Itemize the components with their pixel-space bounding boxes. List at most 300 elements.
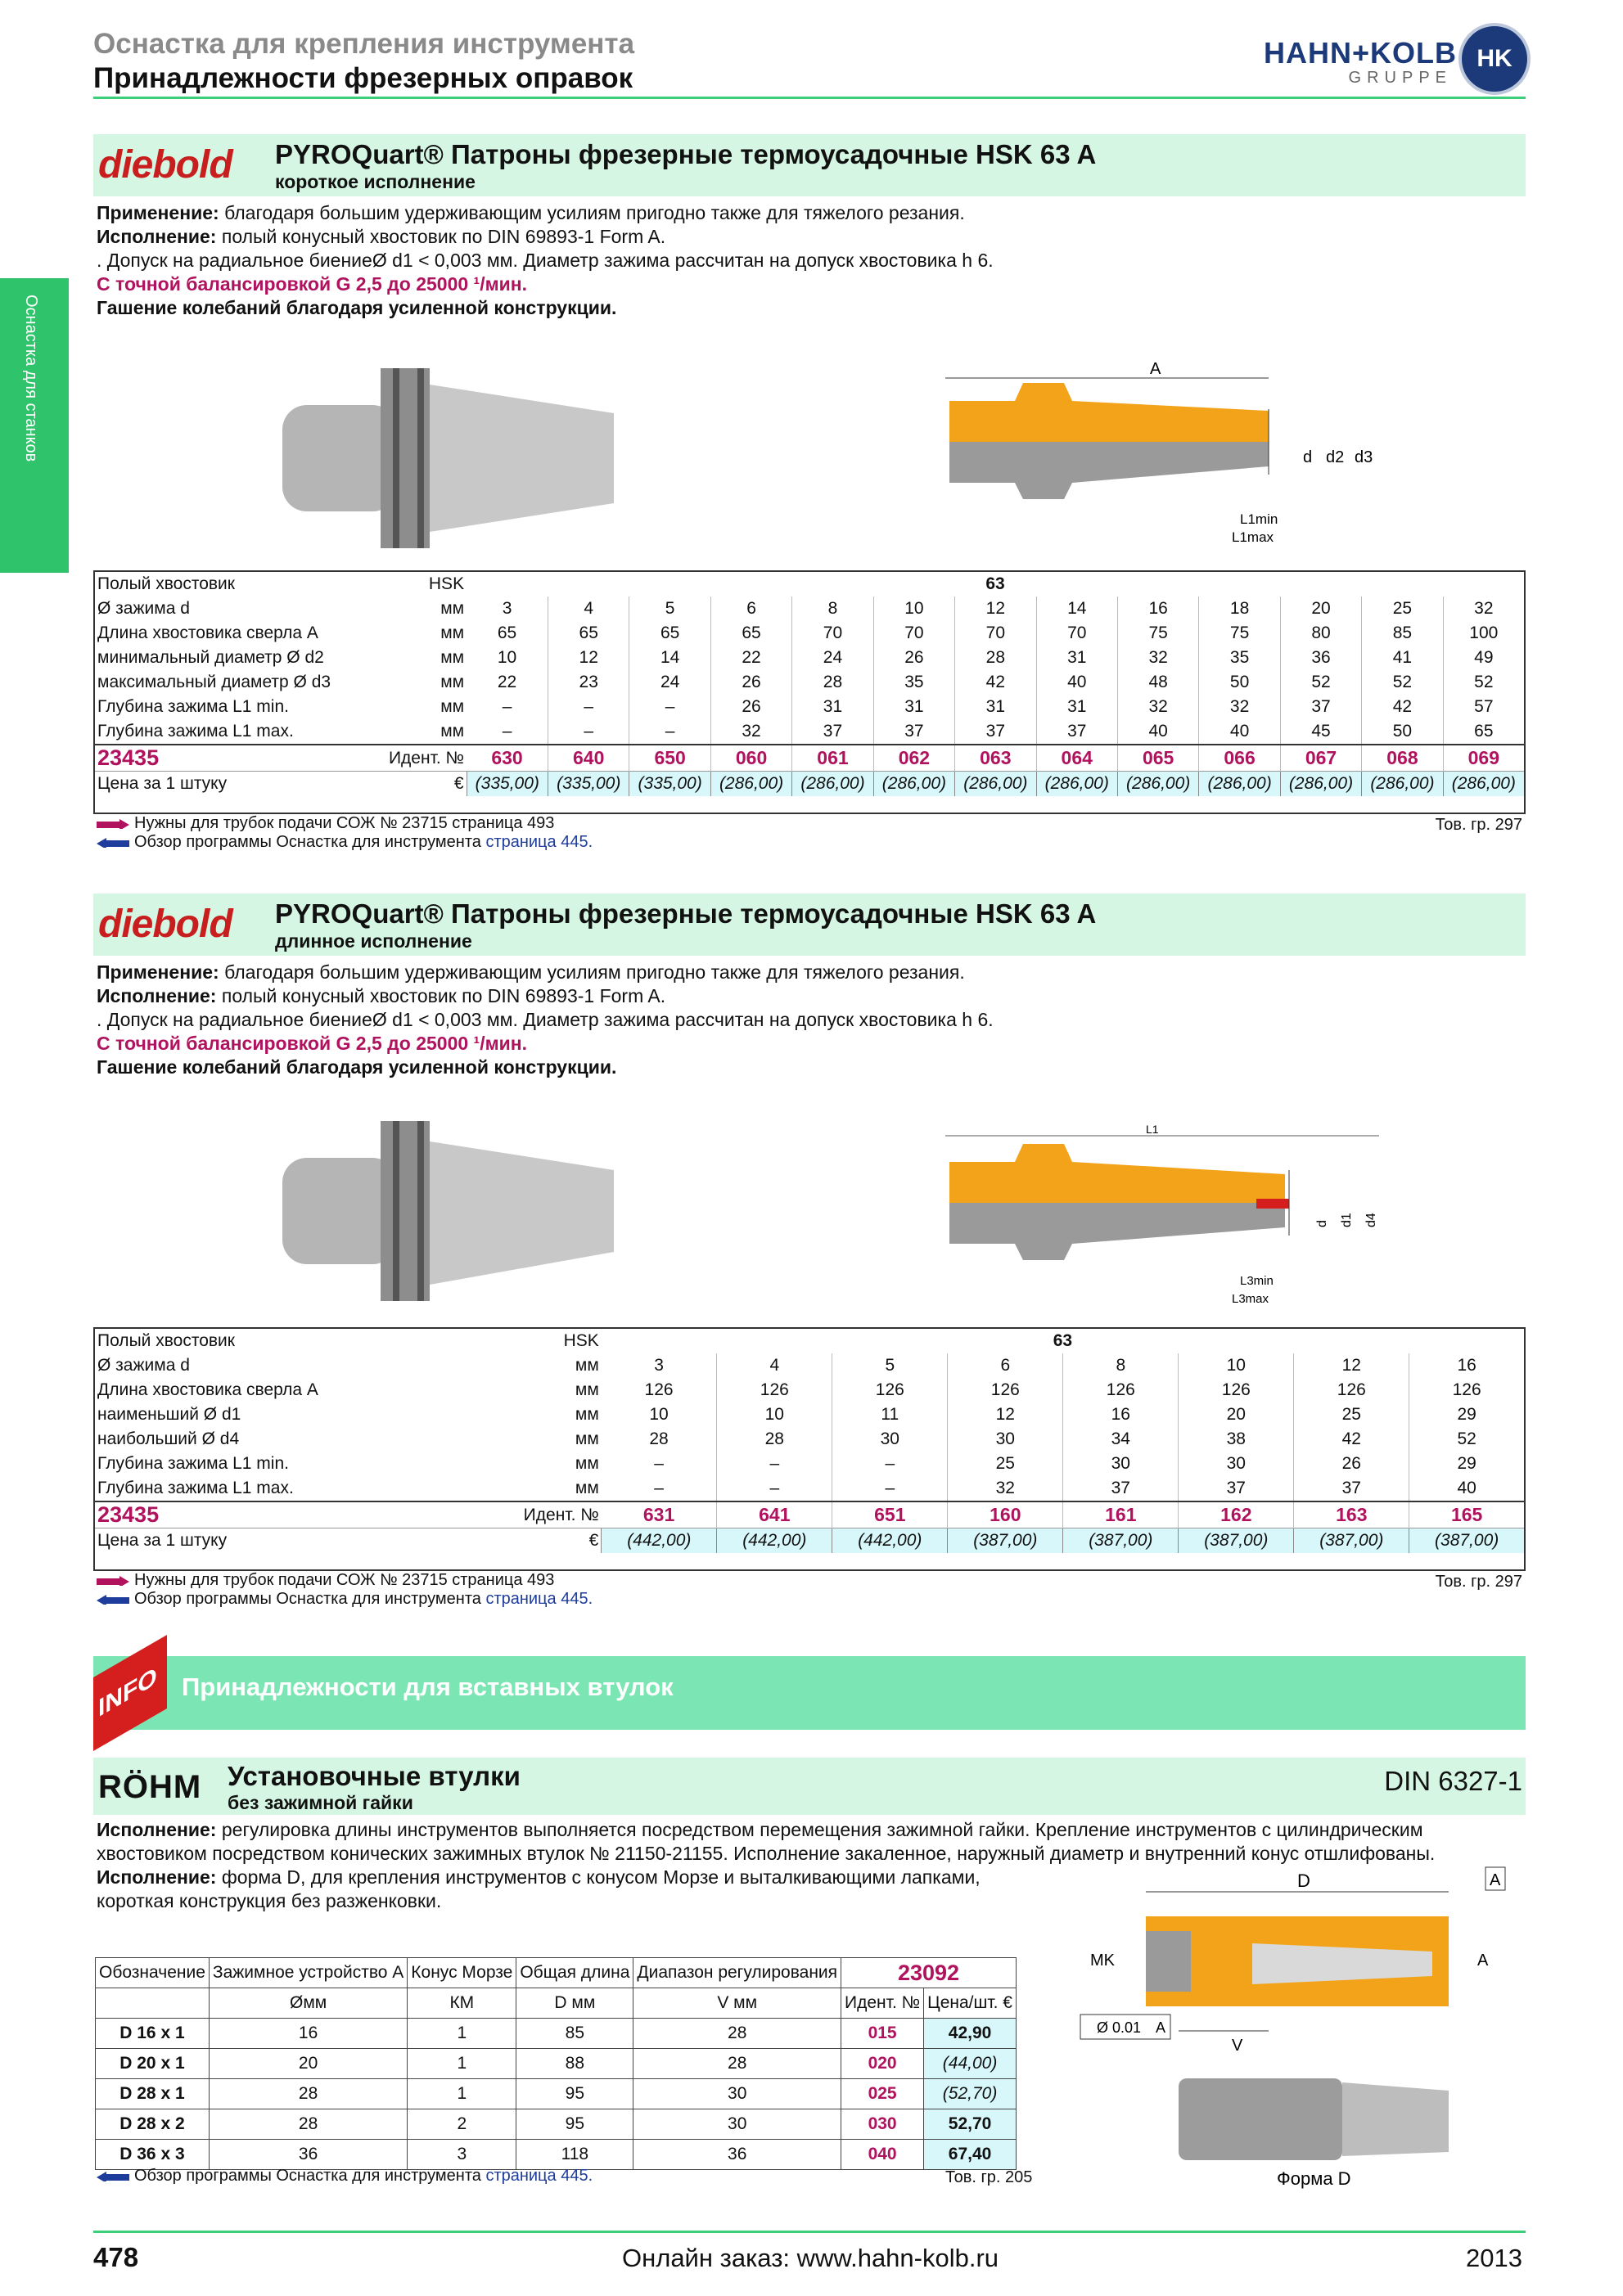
- overview-link[interactable]: страница 445.: [485, 2167, 593, 2185]
- table-cell: 41: [1362, 646, 1443, 670]
- table-cell: –: [654, 1454, 664, 1473]
- table-row: [95, 745, 1524, 772]
- table-cell: –: [502, 722, 512, 741]
- table-cell: 42: [955, 670, 1036, 695]
- table-cell: 10: [873, 597, 954, 621]
- row-unit: мм: [440, 697, 465, 716]
- tolerance-ref: A: [1156, 2019, 1166, 2036]
- table-cell: 32: [1117, 646, 1198, 670]
- table-cell: 30: [633, 2109, 841, 2140]
- ident-code: 069: [1443, 745, 1524, 772]
- table-cell: 37: [1280, 695, 1361, 719]
- article-number: 23435: [95, 1501, 468, 1528]
- row-label: Глубина зажима L1 max.: [97, 1479, 294, 1497]
- price-cell: (335,00): [629, 772, 710, 797]
- table-cell: 1: [408, 2079, 516, 2109]
- table-cell: 37: [1036, 719, 1117, 745]
- dim-l1max: L1max: [1232, 529, 1274, 545]
- brand-circle-icon: HK: [1458, 23, 1531, 95]
- table-cell: 28: [633, 2019, 841, 2049]
- price-cell: (286,00): [1443, 772, 1524, 797]
- coolant-note: Нужны для трубок подачи СОЖ № 23715 страница 493: [134, 1571, 555, 1589]
- ident-code: 630: [467, 745, 548, 772]
- table-cell: 32: [948, 1476, 1063, 1501]
- table-cell: 1: [408, 2019, 516, 2049]
- table-cell: 18: [1199, 597, 1280, 621]
- price-cell: (286,00): [1280, 772, 1361, 797]
- overview-link[interactable]: страница 445.: [485, 1590, 593, 1608]
- diebold-logo: diebold: [98, 143, 232, 187]
- text: благодаря большим удерживающим усилиям пригодно также для тяжелого резания.: [219, 202, 965, 223]
- table-cell: D 20 x 1: [96, 2049, 210, 2079]
- col-header: Обозначение: [96, 1958, 210, 1988]
- table-cell: 22: [497, 673, 517, 691]
- unit-cell: [96, 1988, 210, 2019]
- price-label: Цена за 1 штуку: [95, 772, 373, 797]
- ident-code: 061: [792, 745, 873, 772]
- table-cell: 16: [1409, 1353, 1524, 1378]
- section1-product-group: Тов. гр. 297: [1435, 816, 1522, 834]
- row-unit: мм: [575, 1356, 599, 1375]
- text: . Допуск на радиальное биениеØ d1 < 0,003 мм. Диаметр зажима рассчитан на допуск хвостовика h 6.: [97, 250, 994, 271]
- row-unit: мм: [440, 648, 465, 667]
- table-cell: 52: [1409, 1427, 1524, 1452]
- table-row: [95, 1501, 1524, 1528]
- dim-d: d: [1303, 448, 1313, 466]
- table-cell: 37: [1179, 1476, 1294, 1501]
- table-cell: 32: [1199, 695, 1280, 719]
- table-cell: 12: [548, 646, 629, 670]
- table-cell: 35: [873, 670, 954, 695]
- table-cell: (44,00): [924, 2049, 1017, 2079]
- price-cell: (387,00): [1409, 1528, 1524, 1554]
- section2-band: [93, 894, 1526, 956]
- side-tab[interactable]: [0, 278, 69, 573]
- table-row: [96, 1988, 1017, 2019]
- price-label: Цена/шт. €: [924, 1988, 1017, 2019]
- price-cell: (387,00): [1294, 1528, 1409, 1554]
- price-cell: (286,00): [1036, 772, 1117, 797]
- price-cell: (442,00): [717, 1528, 832, 1554]
- table-cell: 52: [1362, 670, 1443, 695]
- table-cell: 16: [209, 2019, 407, 2049]
- price-cell: (286,00): [792, 772, 873, 797]
- overview-link[interactable]: страница 445.: [485, 833, 593, 851]
- price-cell: (286,00): [1362, 772, 1443, 797]
- ident-code: 631: [602, 1501, 717, 1528]
- col-header: Диапазон регулирования: [633, 1958, 841, 1988]
- currency: €: [373, 772, 467, 797]
- table-cell: 65: [629, 621, 710, 646]
- table-cell: 70: [792, 621, 873, 646]
- table-cell: 16: [1063, 1402, 1179, 1427]
- table-cell: 12: [1294, 1353, 1409, 1378]
- label: Исполнение:: [97, 226, 217, 247]
- price-cell: (286,00): [1117, 772, 1198, 797]
- info-icon-text: INFO: [98, 1662, 157, 1723]
- table-cell: –: [629, 695, 710, 719]
- ident-code: 066: [1199, 745, 1280, 772]
- catalog-category: Оснастка для крепления инструмента: [93, 28, 635, 60]
- table-cell: 85: [1362, 621, 1443, 646]
- table-cell: 10: [1179, 1353, 1294, 1378]
- table-cell: (52,70): [924, 2079, 1017, 2109]
- section2-notes: [97, 1571, 593, 1609]
- table-cell: 75: [1117, 621, 1198, 646]
- table-cell: 28: [717, 1427, 832, 1452]
- table-cell: 65: [1443, 719, 1524, 745]
- section3-subtitle: без зажимной гайки: [228, 1792, 413, 1813]
- dim-d: d: [1315, 1220, 1329, 1227]
- table-cell: –: [832, 1476, 948, 1501]
- balancing-note: С точной балансировкой G 2,5 до 25000 ¹/мин.: [97, 273, 528, 295]
- price-cell: (387,00): [1063, 1528, 1179, 1554]
- table-row: [95, 1427, 1524, 1452]
- table-cell: 10: [497, 648, 517, 667]
- table-row: [95, 772, 1524, 797]
- text: форма D, для крепления инструментов с конусом Морзе и выталкивающими лапками, короткая конструкция без разженковки.: [97, 1866, 981, 1911]
- table-cell: D 28 x 1: [96, 2079, 210, 2109]
- article-number: 23435: [95, 745, 373, 772]
- table-cell: 10: [649, 1405, 669, 1424]
- table-cell: 126: [832, 1378, 948, 1402]
- table-cell: 14: [1036, 597, 1117, 621]
- row-label: минимальный диаметр Ø d2: [97, 648, 324, 667]
- section1-notes: [97, 814, 593, 852]
- hahn-kolb-logo: [1228, 33, 1531, 90]
- form-label: Форма D: [1277, 2168, 1351, 2189]
- arrow-right-icon: [97, 819, 129, 829]
- ident-code: 651: [832, 1501, 948, 1528]
- ident-code: 065: [1117, 745, 1198, 772]
- ident-code: 650: [629, 745, 710, 772]
- catalog-year: 2013: [1466, 2244, 1522, 2272]
- table-cell: 28: [649, 1429, 669, 1448]
- dim-a2: A: [1477, 1952, 1489, 1970]
- rohm-logo: RÖHM: [98, 1769, 202, 1805]
- table-cell: 42,90: [924, 2019, 1017, 2049]
- price-cell: (442,00): [832, 1528, 948, 1554]
- overview-note: Обзор программы Оснастка для инструмента: [134, 833, 486, 851]
- table-cell: 26: [710, 670, 791, 695]
- section3-notes: [97, 2167, 593, 2186]
- table-cell: –: [502, 697, 512, 716]
- table-cell: 31: [792, 695, 873, 719]
- table-cell: 4: [548, 597, 629, 621]
- table-cell: 45: [1280, 719, 1361, 745]
- table-cell: 37: [955, 719, 1036, 745]
- table-row: [96, 2049, 1017, 2079]
- table-cell: 1: [408, 2049, 516, 2079]
- table-row: [95, 1476, 1524, 1501]
- section2-product-group: Тов. гр. 297: [1435, 1573, 1522, 1591]
- price-cell: (387,00): [948, 1528, 1063, 1554]
- table-cell: 10: [717, 1402, 832, 1427]
- label: Применение:: [97, 202, 219, 223]
- table-cell: 28: [209, 2109, 407, 2140]
- dim-mk: MK: [1090, 1952, 1115, 1970]
- table-cell: 12: [955, 597, 1036, 621]
- row-unit: мм: [440, 722, 465, 741]
- table-row: [95, 1452, 1524, 1476]
- section3-table: [95, 1957, 1017, 2170]
- row-unit: мм: [440, 624, 465, 642]
- table-cell: 35: [1199, 646, 1280, 670]
- ident-label: Идент. №: [373, 745, 467, 772]
- table-cell: 32: [1117, 695, 1198, 719]
- table-cell: 25: [1294, 1402, 1409, 1427]
- table-cell: 95: [516, 2109, 633, 2140]
- table-cell: 5: [832, 1353, 948, 1378]
- section2-spec-table: [95, 1329, 1524, 1553]
- table-cell: 126: [1294, 1378, 1409, 1402]
- col-header: Общая длина: [516, 1958, 633, 1988]
- row-unit: мм: [575, 1429, 599, 1448]
- ident-code: 641: [717, 1501, 832, 1528]
- price-label: Цена за 1 штуку: [95, 1528, 468, 1554]
- table-cell: –: [717, 1476, 832, 1501]
- table-row: [95, 1329, 1524, 1353]
- table-cell: 22: [710, 646, 791, 670]
- table-cell: 28: [209, 2079, 407, 2109]
- table-cell: 28: [792, 670, 873, 695]
- table-cell: 49: [1443, 646, 1524, 670]
- footer-divider: [93, 2231, 1526, 2233]
- table-cell: 14: [629, 646, 710, 670]
- price-cell: (286,00): [1199, 772, 1280, 797]
- unit-cell: КМ: [408, 1988, 516, 2019]
- price-cell: (286,00): [955, 772, 1036, 797]
- table-cell: 34: [1063, 1427, 1179, 1452]
- ident-code: 160: [948, 1501, 1063, 1528]
- table-cell: 31: [1036, 646, 1117, 670]
- table-cell: 025: [841, 2079, 924, 2109]
- table-cell: 30: [1179, 1452, 1294, 1476]
- arrow-left-icon: [97, 838, 129, 848]
- catalog-subtitle: Принадлежности фрезерных оправок: [93, 62, 633, 94]
- row-label: Глубина зажима L1 min.: [97, 1454, 289, 1473]
- table-cell: 31: [955, 695, 1036, 719]
- table-cell: –: [629, 719, 710, 745]
- section3-product-group: Тов. гр. 205: [945, 2168, 1033, 2186]
- table-cell: 25: [1362, 597, 1443, 621]
- table-cell: 48: [1117, 670, 1198, 695]
- table-cell: 57: [1443, 695, 1524, 719]
- table-cell: 37: [792, 719, 873, 745]
- row-unit: мм: [575, 1380, 599, 1399]
- table-cell: 37: [1063, 1476, 1179, 1501]
- table-cell: 70: [955, 621, 1036, 646]
- page-number: 478: [93, 2242, 139, 2272]
- table-cell: 23: [548, 670, 629, 695]
- shank-value: 63: [1053, 1331, 1073, 1350]
- row-unit: мм: [440, 599, 465, 618]
- table-row: [95, 1353, 1524, 1378]
- table-row: [95, 597, 1524, 621]
- table-row: [95, 670, 1524, 695]
- dim-l1: L1: [1146, 1123, 1159, 1136]
- section3-technical-drawing: [1072, 1857, 1514, 2193]
- table-cell: 20: [209, 2049, 407, 2079]
- table-cell: 85: [516, 2019, 633, 2049]
- shank-unit: HSK: [563, 1331, 599, 1350]
- table-cell: 6: [710, 597, 791, 621]
- table-cell: 36: [209, 2140, 407, 2170]
- table-cell: 36: [1280, 646, 1361, 670]
- dim-v: V: [1232, 2037, 1243, 2055]
- table-cell: 30: [832, 1427, 948, 1452]
- col-header: Конус Морзе: [408, 1958, 516, 1988]
- dim-d2: d2: [1326, 448, 1345, 466]
- table-cell: 30: [633, 2079, 841, 2109]
- unit-cell: D мм: [516, 1988, 633, 2019]
- table-cell: –: [832, 1452, 948, 1476]
- overview-note: Обзор программы Оснастка для инструмента: [134, 2167, 486, 2185]
- table-cell: 38: [1179, 1427, 1294, 1452]
- row-unit: мм: [575, 1405, 599, 1424]
- table-cell: –: [548, 719, 629, 745]
- unit-cell: V мм: [633, 1988, 841, 2019]
- shank-unit: HSK: [428, 574, 465, 593]
- table-cell: 50: [1199, 670, 1280, 695]
- table-cell: 29: [1409, 1452, 1524, 1476]
- table-cell: –: [717, 1452, 832, 1476]
- table-cell: 29: [1409, 1402, 1524, 1427]
- label: Применение:: [97, 961, 219, 983]
- table-cell: 32: [1443, 597, 1524, 621]
- table-cell: 126: [717, 1378, 832, 1402]
- arrow-left-icon: [97, 1595, 129, 1605]
- text: благодаря большим удерживающим усилиям пригодно также для тяжелого резания.: [219, 961, 965, 983]
- row-label: Ø зажима d: [97, 1356, 190, 1375]
- dim-d3: d3: [1355, 448, 1373, 466]
- datum-a: A: [1490, 1871, 1501, 1889]
- ident-label: Идент. №: [468, 1501, 601, 1528]
- table-cell: 70: [1036, 621, 1117, 646]
- table-cell: 52,70: [924, 2109, 1017, 2140]
- table-cell: 32: [710, 719, 791, 745]
- table-cell: 100: [1443, 621, 1524, 646]
- row-label: Глубина зажима L1 min.: [97, 697, 289, 716]
- damping-note: Гашение колебаний благодаря усиленной конструкции.: [97, 297, 617, 318]
- dim-d1: d1: [1340, 1213, 1354, 1227]
- side-tab-label: Оснастка для станков: [22, 295, 40, 462]
- shank-value: 63: [985, 574, 1005, 593]
- table-cell: 37: [873, 719, 954, 745]
- price-cell: (442,00): [602, 1528, 717, 1554]
- table-cell: 31: [873, 695, 954, 719]
- table-row: [95, 1378, 1524, 1402]
- table-row: [96, 2140, 1017, 2170]
- balancing-note: С точной балансировкой G 2,5 до 25000 ¹/мин.: [97, 1033, 528, 1054]
- table-cell: 126: [948, 1378, 1063, 1402]
- table-cell: 65: [497, 624, 517, 642]
- table-cell: 42: [1362, 695, 1443, 719]
- table-row: [96, 2079, 1017, 2109]
- ident-code: 063: [955, 745, 1036, 772]
- row-label: Длина хвостовика сверла A: [97, 1380, 318, 1399]
- row-label: наибольший Ø d4: [97, 1429, 240, 1448]
- info-title: Принадлежности для вставных втулок: [182, 1672, 674, 1701]
- dim-a: A: [1150, 360, 1161, 378]
- table-cell: 65: [548, 621, 629, 646]
- price-cell: (335,00): [467, 772, 548, 797]
- table-cell: D 28 x 2: [96, 2109, 210, 2140]
- article-number: 23092: [841, 1958, 1017, 1988]
- table-cell: 26: [1294, 1452, 1409, 1476]
- table-cell: 65: [710, 621, 791, 646]
- table-cell: 11: [832, 1402, 948, 1427]
- row-label: Ø зажима d: [97, 599, 190, 618]
- info-icon: [93, 1635, 167, 1751]
- table-cell: 3: [654, 1356, 664, 1375]
- section1-title: PYROQuart® Патроны фрезерные термоусадочные HSK 63 A: [275, 139, 1097, 169]
- table-cell: 16: [1117, 597, 1198, 621]
- table-row: [95, 572, 1524, 597]
- ident-code: 067: [1280, 745, 1361, 772]
- table-cell: D 36 x 3: [96, 2140, 210, 2170]
- table-cell: 3: [408, 2140, 516, 2170]
- order-website[interactable]: Онлайн заказ: www.hahn-kolb.ru: [622, 2244, 999, 2272]
- table-row: [95, 719, 1524, 745]
- brand-group: GRUPPE: [1348, 69, 1452, 87]
- row-label: максимальный диаметр Ø d3: [97, 673, 331, 691]
- table-cell: 40: [1117, 719, 1198, 745]
- section3-title: Установочные втулки: [228, 1761, 521, 1791]
- table-cell: 28: [955, 646, 1036, 670]
- price-cell: (286,00): [710, 772, 791, 797]
- price-cell: (286,00): [873, 772, 954, 797]
- overview-note: Обзор программы Оснастка для инструмента: [134, 1590, 486, 1608]
- ident-label: Идент. №: [841, 1988, 924, 2019]
- table-cell: 8: [1063, 1353, 1179, 1378]
- section1-band: [93, 134, 1526, 196]
- label: Исполнение:: [97, 1819, 217, 1840]
- ident-code: 165: [1409, 1501, 1524, 1528]
- table-cell: 52: [1280, 670, 1361, 695]
- dim-l3min: L3min: [1240, 1274, 1274, 1288]
- table-cell: 20: [1179, 1402, 1294, 1427]
- table-cell: –: [548, 695, 629, 719]
- section2-subtitle: длинное исполнение: [275, 930, 472, 952]
- table-cell: 126: [1409, 1378, 1524, 1402]
- coolant-note: Нужны для трубок подачи СОЖ № 23715 страница 493: [134, 814, 555, 832]
- table-cell: 88: [516, 2049, 633, 2079]
- dim-l3max: L3max: [1232, 1292, 1269, 1306]
- table-row: [96, 1958, 1017, 1988]
- section1-product-photo: [270, 360, 622, 556]
- section2-text: [97, 961, 994, 1079]
- din-standard: DIN 6327-1: [1384, 1766, 1522, 1796]
- info-band: [93, 1656, 1526, 1730]
- ident-code: 161: [1063, 1501, 1179, 1528]
- table-cell: 80: [1280, 621, 1361, 646]
- table-cell: 040: [841, 2140, 924, 2170]
- table-cell: 67,40: [924, 2140, 1017, 2170]
- diebold-logo: diebold: [98, 903, 232, 946]
- table-cell: 40: [1036, 670, 1117, 695]
- ident-code: 064: [1036, 745, 1117, 772]
- table-cell: D 16 x 1: [96, 2019, 210, 2049]
- label: Исполнение:: [97, 1866, 217, 1888]
- ident-code: 640: [548, 745, 629, 772]
- table-row: [95, 621, 1524, 646]
- damping-note: Гашение колебаний благодаря усиленной конструкции.: [97, 1056, 617, 1078]
- table-cell: 126: [644, 1380, 674, 1399]
- ident-code: 060: [710, 745, 791, 772]
- table-cell: 24: [792, 646, 873, 670]
- table-cell: 020: [841, 2049, 924, 2079]
